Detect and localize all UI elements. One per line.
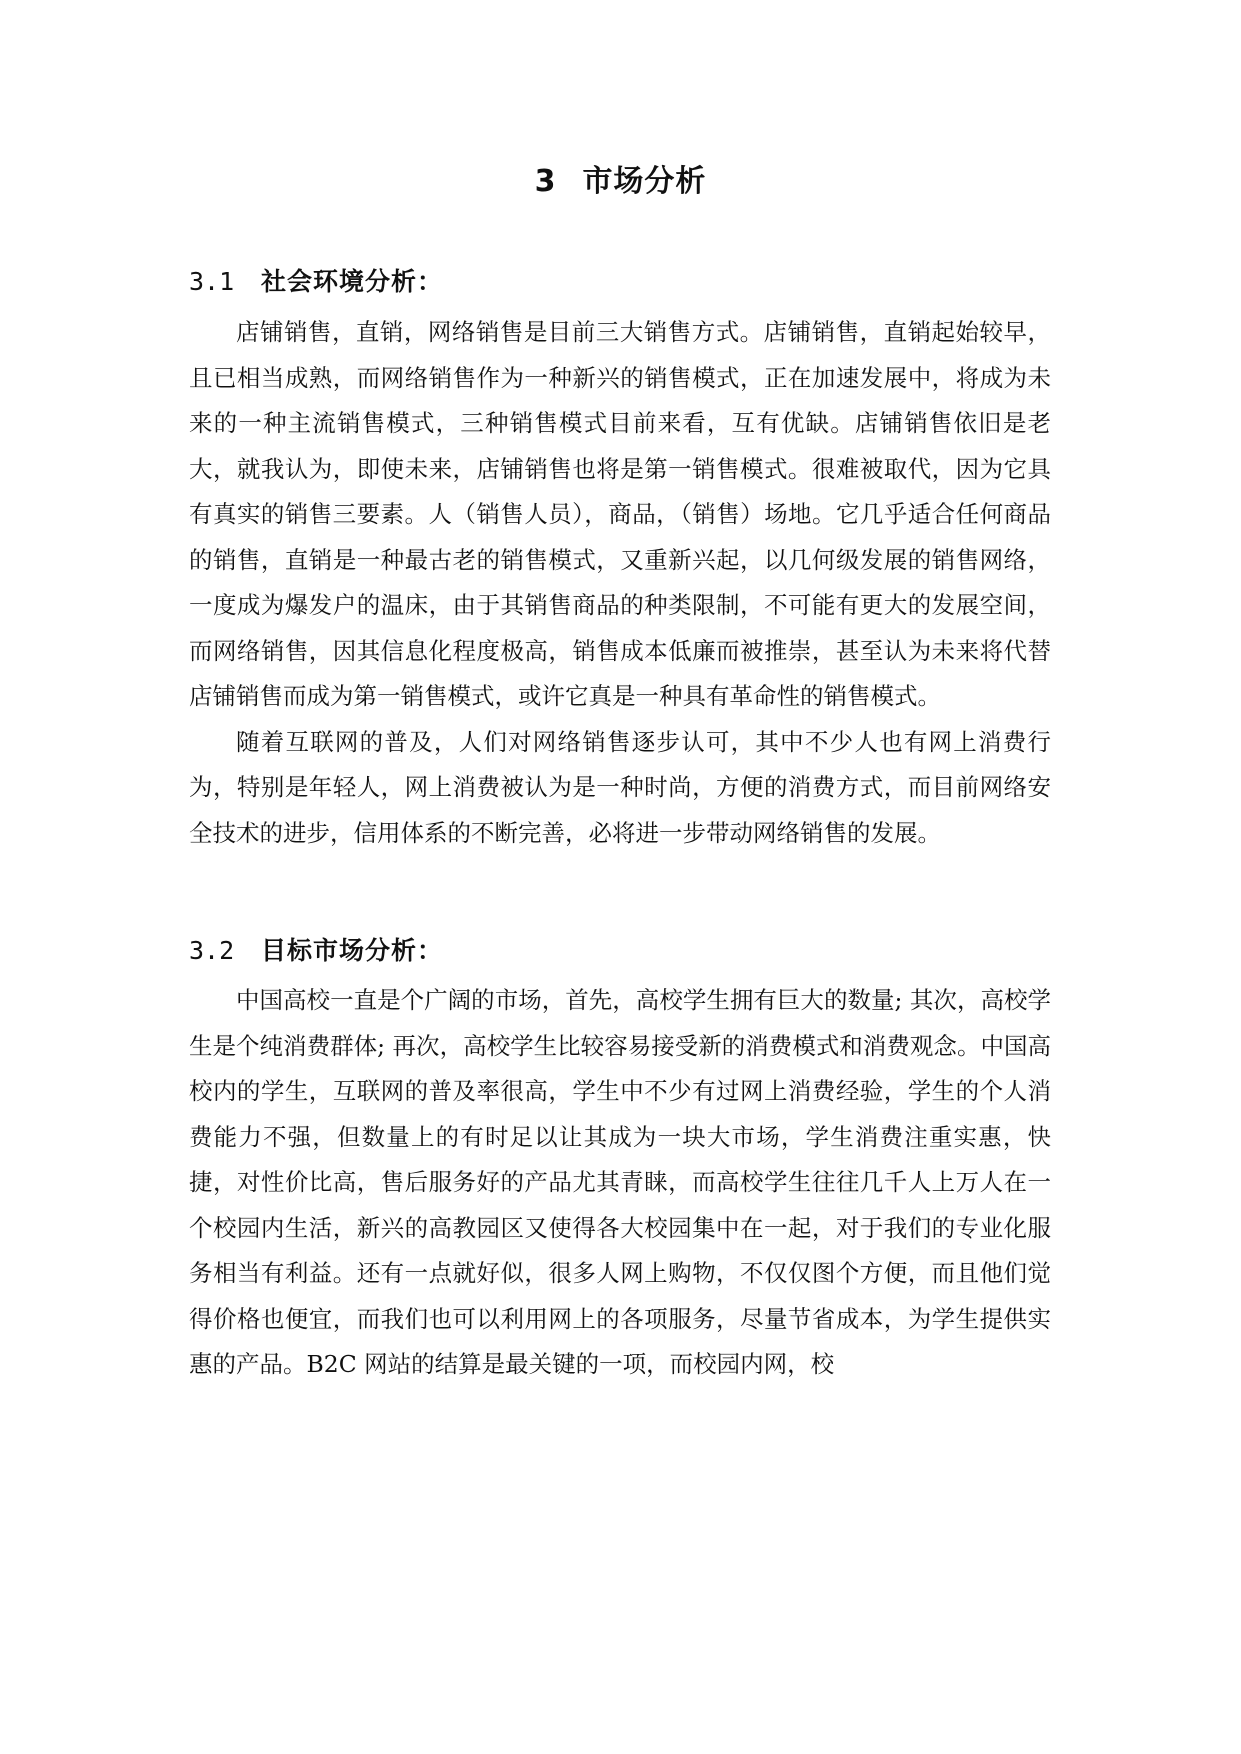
chapter-title (0, 160, 1241, 204)
paragraph: 中国高校一直是个广阔的市场，首先，高校学生拥有巨大的数量; 其次，高校学生是个纯消费群体; 再次，高校学生比较容易接受新的消费模式和消费观念。中国高校内的学生，互联网的普及率很高，学生中不少有过网上消费经验，学生的个人消费能力不强，但数量上的有时足以让其成为一块大市场，学生消费注重实惠，快捷，对性价比高，售后服务好的产品尤其青睐，而高校学生往往几千人上万人在一个校园内生活，新兴的高教园区又使得各大校园集中在一起，对于我们的专业化服务相当有利益。还有一点就好似，很多人网上购物，不仅仅图个方便，而且他们觉得价格也便宜，而我们也可以利用网上的各项服务，尽量节省成本，为学生提供实惠的产品。B2C 网站的结算是最关键的一项，而校园内网，校 (189, 986, 1051, 1378)
section-title: 社会环境分析： (261, 267, 444, 296)
paragraph: 随着互联网的普及，人们对网络销售逐步认可，其中不少人也有网上消费行为，特别是年轻人，网上消费被认为是一种时尚，方便的消费方式，而目前网络安全技术的进步，信用体系的不断完善，必将进一步带动网络销售的发展。 (189, 727, 1051, 847)
section-heading-3-1 (189, 262, 443, 302)
section-number: 3.2 (189, 936, 235, 965)
section-body-3-2 (189, 978, 1051, 1388)
section-number: 3.1 (189, 267, 235, 296)
section-title: 目标市场分析： (261, 936, 444, 965)
section-body-3-1 (189, 310, 1051, 856)
section-heading-3-2 (189, 931, 443, 971)
chapter-title-text: 市场分析 (582, 164, 707, 199)
chapter-number: 3 (534, 164, 557, 199)
paragraph: 店铺销售，直销，网络销售是目前三大销售方式。店铺销售，直销起始较早，且已相当成熟，而网络销售作为一种新兴的销售模式，正在加速发展中，将成为未来的一种主流销售模式，三种销售模式目前来看，互有优缺。店铺销售依旧是老大，就我认为，即使未来，店铺销售也将是第一销售模式。很难被取代，因为它具有真实的销售三要素。人（销售人员），商品，（销售）场地。它几乎适合任何商品的销售，直销是一种最古老的销售模式，又重新兴起，以几何级发展的销售网络，一度成为爆发户的温床，由于其销售商品的种类限制，不可能有更大的发展空间，而网络销售，因其信息化程度极高，销售成本低廉而被推崇，甚至认为未来将代替店铺销售而成为第一销售模式，或许它真是一种具有革命性的销售模式。 (189, 318, 1051, 710)
